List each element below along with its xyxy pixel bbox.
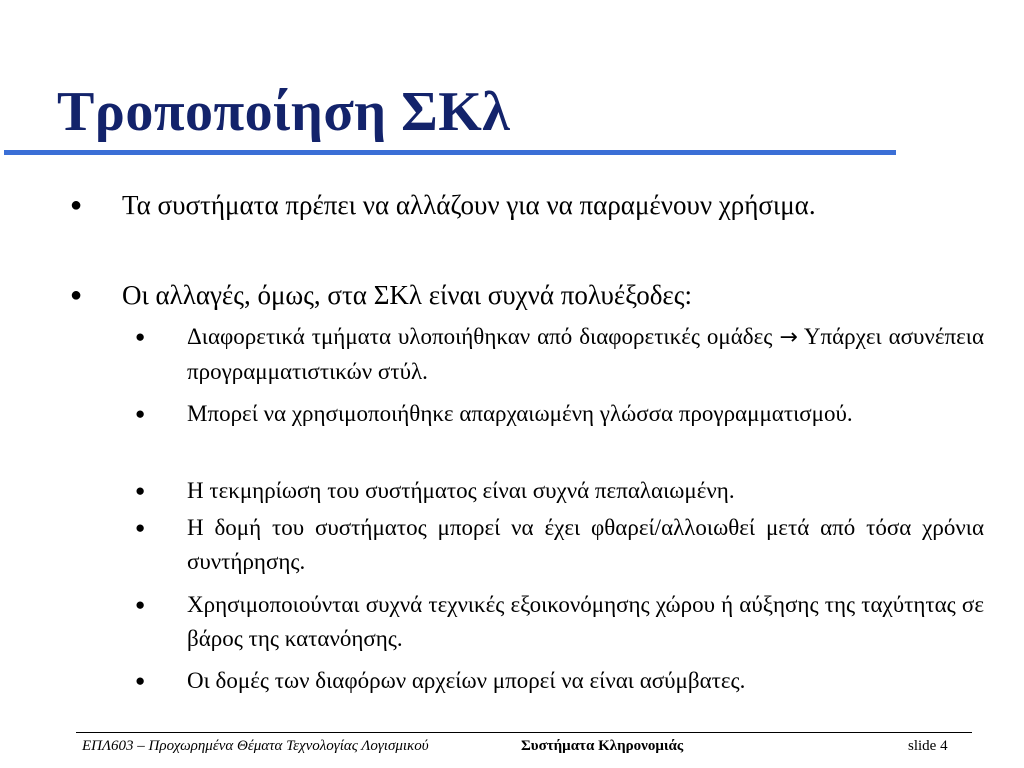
- bullet-item: [70, 186, 950, 224]
- bullet-dot-icon: ●: [135, 481, 146, 500]
- sub-bullet-item: [135, 397, 984, 431]
- bullet-dot-icon: ●: [135, 327, 146, 346]
- slide-title: Τροποποίηση ΣΚλ: [57, 81, 511, 143]
- bullet-dot-icon: ●: [135, 671, 146, 690]
- title-underline: [4, 150, 896, 155]
- footer-slide-number: slide 4: [908, 738, 948, 754]
- sub-bullet-text: [187, 320, 984, 389]
- footer-topic: Συστήματα Κληρονομιάς: [521, 738, 684, 754]
- bullet-dot-icon: ●: [70, 194, 83, 216]
- sub-bullet-text: Η δομή του συστήματος μπορεί να έχει φθαρεί/αλλοιωθεί μετά από τόσα χρόνια συντήρησης.: [187, 515, 984, 574]
- sub-bullet-item: [135, 320, 984, 389]
- sub-bullet-text: Οι δομές των διαφόρων αρχείων μπορεί να είναι ασύμβατες.: [187, 668, 746, 693]
- bullet-text: Οι αλλαγές, όμως, στα ΣΚλ είναι συχνά πολυέξοδες:: [122, 280, 692, 310]
- bullet-dot-icon: ●: [70, 284, 83, 306]
- sub-bullet-item: [135, 511, 984, 579]
- bullet-dot-icon: ●: [135, 518, 146, 537]
- bullet-dot-icon: ●: [135, 404, 146, 423]
- sub-bullet-text-part: Διαφορετικά τμήματα υλοποιήθηκαν από διαφορετικές ομάδες: [187, 324, 773, 349]
- sub-bullet-text: Η τεκμηρίωση του συστήματος είναι συχνά πεπαλαιωμένη.: [187, 478, 735, 503]
- footer-course: ΕΠΛ603 – Προχωρημένα Θέματα Τεχνολογίας Λογισμικού: [82, 738, 429, 754]
- sub-bullet-text: Χρησιμοποιούνται συχνά τεχνικές εξοικονόμησης χώρου ή αύξησης της ταχύτητας σε βάρος της κατανόησης.: [187, 592, 984, 651]
- sub-bullet-item: [135, 588, 984, 656]
- bullet-item: [70, 276, 950, 314]
- sub-bullet-text: Μπορεί να χρησιμοποιήθηκε απαρχαιωμένη γλώσσα προγραμματισμού.: [187, 401, 853, 426]
- bullet-dot-icon: ●: [135, 595, 146, 614]
- sub-bullet-text-part: Υπάρχει ασυνέπεια προγραμματιστικών στύλ.: [187, 324, 984, 384]
- right-arrow-icon: →: [779, 325, 798, 350]
- bullet-text: Τα συστήματα πρέπει να αλλάζουν για να παραμένουν χρήσιμα.: [122, 190, 816, 220]
- sub-bullet-item: [135, 664, 984, 698]
- sub-bullet-item: [135, 474, 984, 508]
- footer-divider: [76, 732, 972, 733]
